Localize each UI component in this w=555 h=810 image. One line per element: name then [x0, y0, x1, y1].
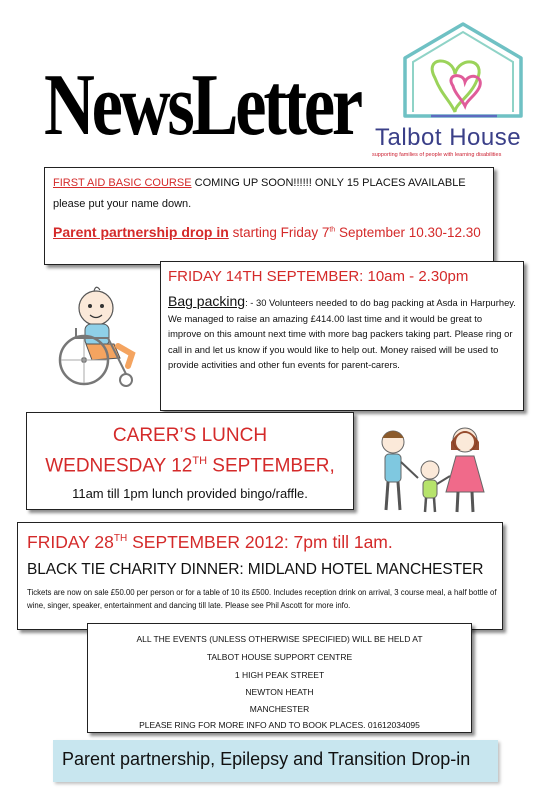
newsletter-title: NewsLetter — [44, 57, 360, 154]
first-aid-line — [53, 177, 466, 189]
first-aid-course-link[interactable]: FIRST AID BASIC COURSE — [53, 177, 192, 189]
drop-in-title: Parent partnership drop in — [53, 224, 229, 240]
first-aid-box — [44, 167, 494, 265]
carers-lunch-date — [27, 455, 353, 477]
bag-packing-title: Bag packing — [168, 293, 246, 309]
charity-dinner-date-tail: SEPTEMBER 2012: 7pm till 1am. — [127, 532, 393, 552]
carers-lunch-date-sup: TH — [192, 455, 208, 467]
carers-lunch-date-text: WEDNESDAY 12 — [45, 455, 193, 477]
first-aid-course-text: COMING UP SOON!!!!!! ONLY 15 PLACES AVAILABLE — [191, 177, 466, 189]
venue-line: NEWTON HEATH — [245, 687, 314, 697]
drop-in-banner-text: Parent partnership, Epilepsy and Transition Drop-in — [62, 749, 471, 769]
logo-name: Talbot House — [375, 124, 522, 151]
child-in-wheelchair-illustration — [56, 280, 156, 392]
charity-dinner-title: BLACK TIE CHARITY DINNER: MIDLAND HOTEL MANCHESTER — [27, 561, 484, 578]
charity-dinner-date — [27, 532, 393, 553]
venue-line: 1 HIGH PEAK STREET — [234, 670, 325, 680]
drop-in-sup: th — [329, 226, 336, 234]
family-illustration — [368, 420, 493, 520]
bag-packing-heading: FRIDAY 14TH SEPTEMBER: 10am - 2.30pm — [168, 268, 469, 285]
bag-packing-box — [160, 261, 524, 411]
charity-dinner-date-sup: TH — [113, 533, 128, 545]
drop-in-text: starting Friday 7 — [228, 225, 330, 240]
charity-dinner-date-text: FRIDAY 28 — [27, 532, 114, 552]
house-heart-logo — [393, 16, 533, 126]
bag-packing-body — [168, 294, 518, 373]
logo-tagline: supporting families of people with learning disabilities — [372, 152, 502, 158]
venue-contact-line: PLEASE RING FOR MORE INFO AND TO BOOK PLACES. 01612034095 — [139, 720, 420, 730]
venue-line: TALBOT HOUSE SUPPORT CENTRE — [206, 652, 353, 662]
drop-in-banner — [53, 740, 498, 782]
first-aid-instruction: please put your name down. — [53, 198, 192, 210]
drop-in-line — [53, 224, 481, 240]
carers-lunch-details: 11am till 1pm lunch provided bingo/raffle. — [72, 486, 308, 501]
charity-dinner-details: Tickets are now on sale £50.00 per person or for a table of 10 its £500. Includes reception drink on arrival, 3 course meal, a half bottle of wine, singer, speaker, entertainment and dancing till late. Please see Phil Ascott for more info. — [27, 588, 497, 610]
carers-lunch-box — [26, 412, 354, 510]
carers-lunch-date-tail: SEPTEMBER, — [207, 455, 335, 477]
charity-dinner-box — [17, 522, 503, 630]
venue-line: ALL THE EVENTS (UNLESS OTHERWISE SPECIFIED) WILL BE HELD AT — [136, 634, 423, 644]
bag-packing-text: : - 30 Volunteers needed to do bag packing at Asda in Harpurhey. We managed to raise an amazing £414.00 last time and it would be great to improve on this amount next time with more bag packers taking part. Please ring or call in and let us know if you would like to help out. Money raised will be used to provide activities and other fun events for parent-carers. — [168, 297, 516, 371]
drop-in-tail: September 10.30-12.30 — [335, 225, 481, 240]
venue-line: MANCHESTER — [249, 704, 310, 714]
carers-lunch-title: CARER’S LUNCH — [112, 425, 268, 446]
venue-box — [87, 623, 472, 733]
